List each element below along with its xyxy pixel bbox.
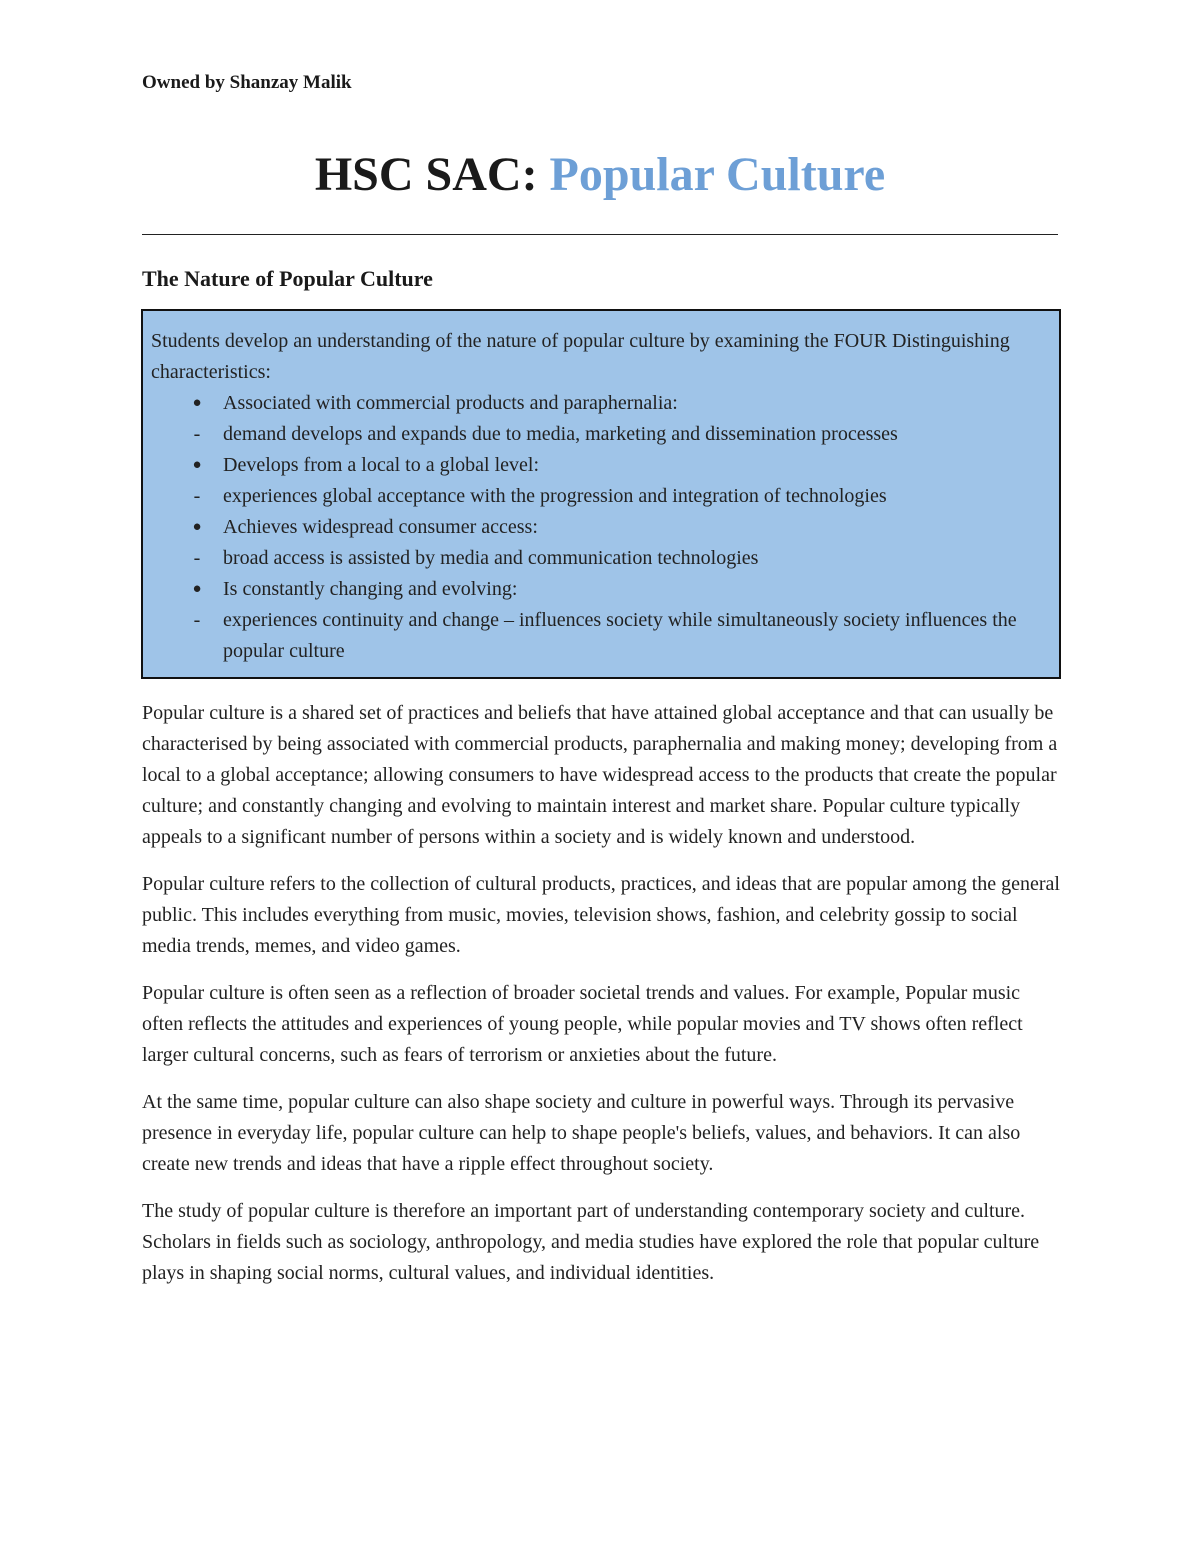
- body-paragraph: At the same time, popular culture can also shape society and culture in powerful ways. Through its pervasive presence in everyday life, popular culture can help to shape people's beliefs, values, and behaviors. It can also create new trends and ideas that have a ripple effect throughout society.: [142, 1091, 1021, 1175]
- bullet-icon: ●: [192, 519, 202, 535]
- bullet-icon: ●: [192, 395, 202, 411]
- bullet-icon: ●: [192, 457, 202, 473]
- list-item: [151, 450, 1019, 481]
- section-heading: The Nature of Popular Culture: [142, 266, 433, 291]
- list-item-text: experiences continuity and change – influences society while simultaneously society influences the popular culture: [223, 609, 1017, 662]
- owner-line: Owned by Shanzay Malik: [142, 72, 352, 93]
- dash-marker: -: [193, 423, 201, 445]
- body-paragraph: Popular culture is a shared set of practices and beliefs that have attained global acceptance and that can usually be characterised by being associated with commercial products, paraphernalia and making money; developing from a local to a global acceptance; allowing consumers to have widespread access to the products that create the popular culture; and constantly changing and evolving to maintain interest and market share. Popular culture typically appeals to a significant number of persons within a society and is widely known and understood.: [142, 702, 1058, 848]
- list-item-text: Develops from a local to a global level:: [223, 454, 540, 476]
- list-item-text: demand develops and expands due to media, marketing and dissemination processes: [223, 423, 898, 445]
- dash-marker: -: [193, 547, 201, 569]
- horizontal-rule: [142, 234, 1058, 235]
- list-item: [151, 512, 1019, 543]
- characteristics-list: [151, 388, 1019, 667]
- list-item-text: Is constantly changing and evolving:: [223, 578, 518, 600]
- list-item: [151, 543, 1019, 574]
- title-prefix: HSC SAC:: [314, 148, 538, 201]
- title-accent: Popular Culture: [549, 148, 886, 201]
- list-item-text: broad access is assisted by media and communication technologies: [223, 547, 759, 569]
- document-title: [0, 142, 1200, 208]
- body-paragraph: Popular culture is often seen as a reflection of broader societal trends and values. For example, Popular music often reflects the attitudes and experiences of young people, while popular movies and TV shows often reflect larger cultural concerns, such as fears of terrorism or anxieties about the future.: [142, 982, 1023, 1066]
- body-paragraph: Popular culture refers to the collection of cultural products, practices, and ideas that are popular among the general public. This includes everything from music, movies, television shows, fashion, and celebrity gossip to social media trends, memes, and video games.: [142, 873, 1060, 957]
- list-item: [151, 419, 1019, 450]
- list-item-text: Achieves widespread consumer access:: [223, 516, 538, 538]
- box-intro: Students develop an understanding of the nature of popular culture by examining the FOUR Distinguishing characteristics:: [151, 330, 1010, 383]
- list-item: [151, 574, 1019, 605]
- body-text: [142, 698, 1062, 1305]
- body-paragraph: The study of popular culture is therefore an important part of understanding contemporary society and culture. Scholars in fields such as sociology, anthropology, and media studies have explored the role that popular culture plays in shaping social norms, cultural values, and individual identities.: [142, 1200, 1040, 1284]
- characteristics-box: [141, 309, 1061, 679]
- list-item: [151, 388, 1019, 419]
- dash-marker: -: [193, 485, 201, 507]
- list-item-text: experiences global acceptance with the progression and integration of technologies: [223, 485, 887, 507]
- list-item: [151, 481, 1019, 512]
- bullet-icon: ●: [192, 581, 202, 597]
- dash-marker: -: [193, 609, 201, 631]
- list-item: [151, 605, 1019, 667]
- list-item-text: Associated with commercial products and paraphernalia:: [223, 392, 678, 414]
